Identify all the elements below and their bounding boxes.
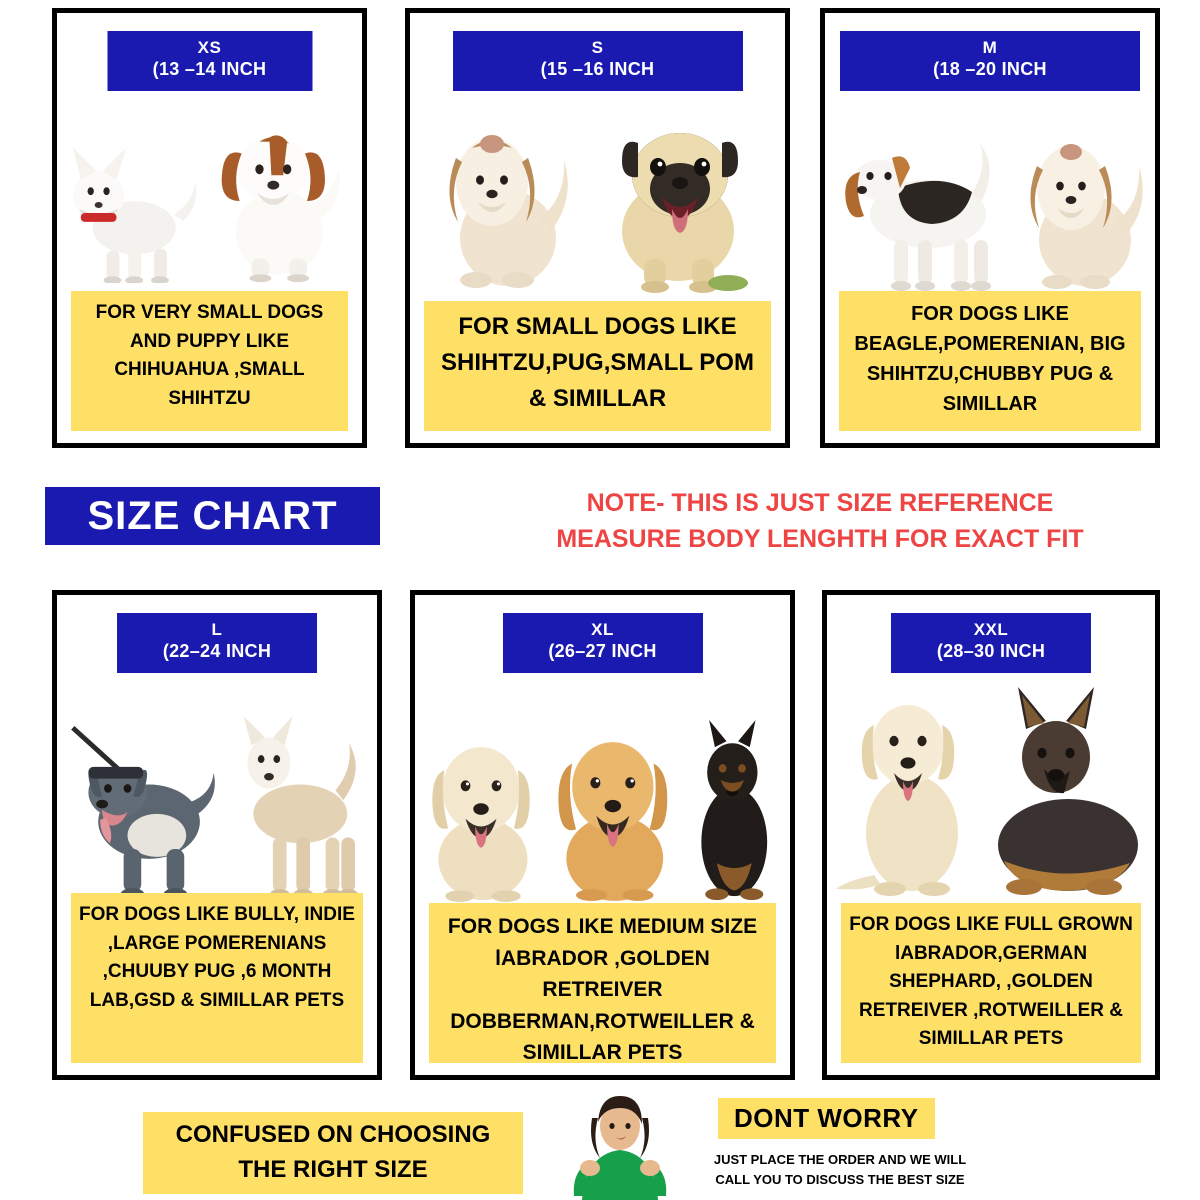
confused-line-2: THE RIGHT SIZE [238,1155,428,1183]
size-card-m [820,8,1160,448]
callback-note [690,1150,990,1189]
size-card-xxl-photos [833,683,1149,898]
labrador-photo [834,683,984,898]
size-label: M [982,38,998,57]
size-label: L [211,620,223,639]
beagle-photo [836,118,1011,293]
doberman-photo [682,715,784,905]
brown-white-puppy-photo [208,113,356,283]
size-card-l-description: FOR DOGS LIKE BULLY, INDIE ,LARGE POMERENIANS ,CHUUBY PUG ,6 MONTH LAB,GSD & SIMILLAR PETS [71,893,363,1063]
size-card-xs-header [107,31,312,91]
size-card-m-description: FOR DOGS LIKE BEAGLE,POMERENIAN, BIG SHIHTZU,CHUBBY PUG & SIMILLAR [839,291,1141,431]
size-card-xl-description: FOR DOGS LIKE MEDIUM SIZE lABRADOR ,GOLDEN RETREIVER DOBBERMAN,ROTWEILLER & SIMILLAR PETS [429,903,776,1063]
size-card-l-photos [63,705,371,905]
size-card-xs [52,8,367,448]
dont-worry-banner: DONT WORRY [718,1098,935,1139]
size-card-xxl-description: FOR DOGS LIKE FULL GROWN lABRADOR,GERMAN SHEPHARD, ,GOLDEN RETREIVER ,ROTWEILLER & SIMILLAR PETS [841,903,1141,1063]
size-measure: (26–27 INCH [548,641,657,662]
size-label: S [591,38,604,57]
size-measure: (15 –16 INCH [540,59,655,80]
size-label: XXL [973,620,1009,639]
woman-in-green-shrugging-photo [560,1092,680,1200]
confused-line-1: CONFUSED ON CHOOSING [175,1121,491,1148]
german-shepherd-photo [984,683,1149,898]
size-card-xs-photos [63,108,356,283]
callback-note-line-1: JUST PLACE THE ORDER AND WE WILL [713,1152,967,1167]
size-card-m-photos [831,113,1149,293]
size-card-xs-description: FOR VERY SMALL DOGS AND PUPPY LIKE CHIHUAHUA ,SMALL SHIHTZU [71,291,348,431]
shih-tzu-photo [1015,118,1145,293]
size-card-s [405,8,790,448]
size-card-xl-photos [421,705,784,905]
size-card-m-header [840,31,1140,91]
size-note-line-2: MEASURE BODY LENGHTH FOR EXACT FIT [556,525,1084,554]
size-chart-badge: SIZE CHART [45,487,380,545]
size-note-line-1: NOTE- THIS IS JUST SIZE REFERENCE [586,489,1054,517]
size-measure: (18 –20 INCH [933,59,1047,80]
golden-retriever-photo [547,710,683,905]
pug-photo [588,113,763,293]
size-card-xxl-header [891,613,1091,673]
size-card-xl [410,590,795,1080]
white-chihuahua-photo [63,133,202,283]
size-card-s-photos [416,108,779,293]
confused-banner [143,1112,523,1194]
shih-tzu-photo [432,108,572,293]
size-measure: (13 –14 INCH [152,59,267,80]
size-measure: (28–30 INCH [936,641,1046,662]
size-card-s-header [453,31,743,91]
labrador-photo [421,715,547,905]
size-measure: (22–24 INCH [162,641,272,662]
bully-on-leash-photo [63,710,224,905]
size-label: XL [591,620,614,639]
size-card-xxl [822,590,1160,1080]
size-note [470,485,1170,558]
size-label: XS [197,38,222,57]
size-card-l [52,590,382,1080]
callback-note-line-2: CALL YOU TO DISCUSS THE BEST SIZE [715,1171,965,1187]
indie-dog-photo [224,710,371,905]
size-card-xl-header [503,613,703,673]
size-card-l-header [117,613,317,673]
size-card-s-description: FOR SMALL DOGS LIKE SHIHTZU,PUG,SMALL POM & SIMILLAR [424,301,771,431]
